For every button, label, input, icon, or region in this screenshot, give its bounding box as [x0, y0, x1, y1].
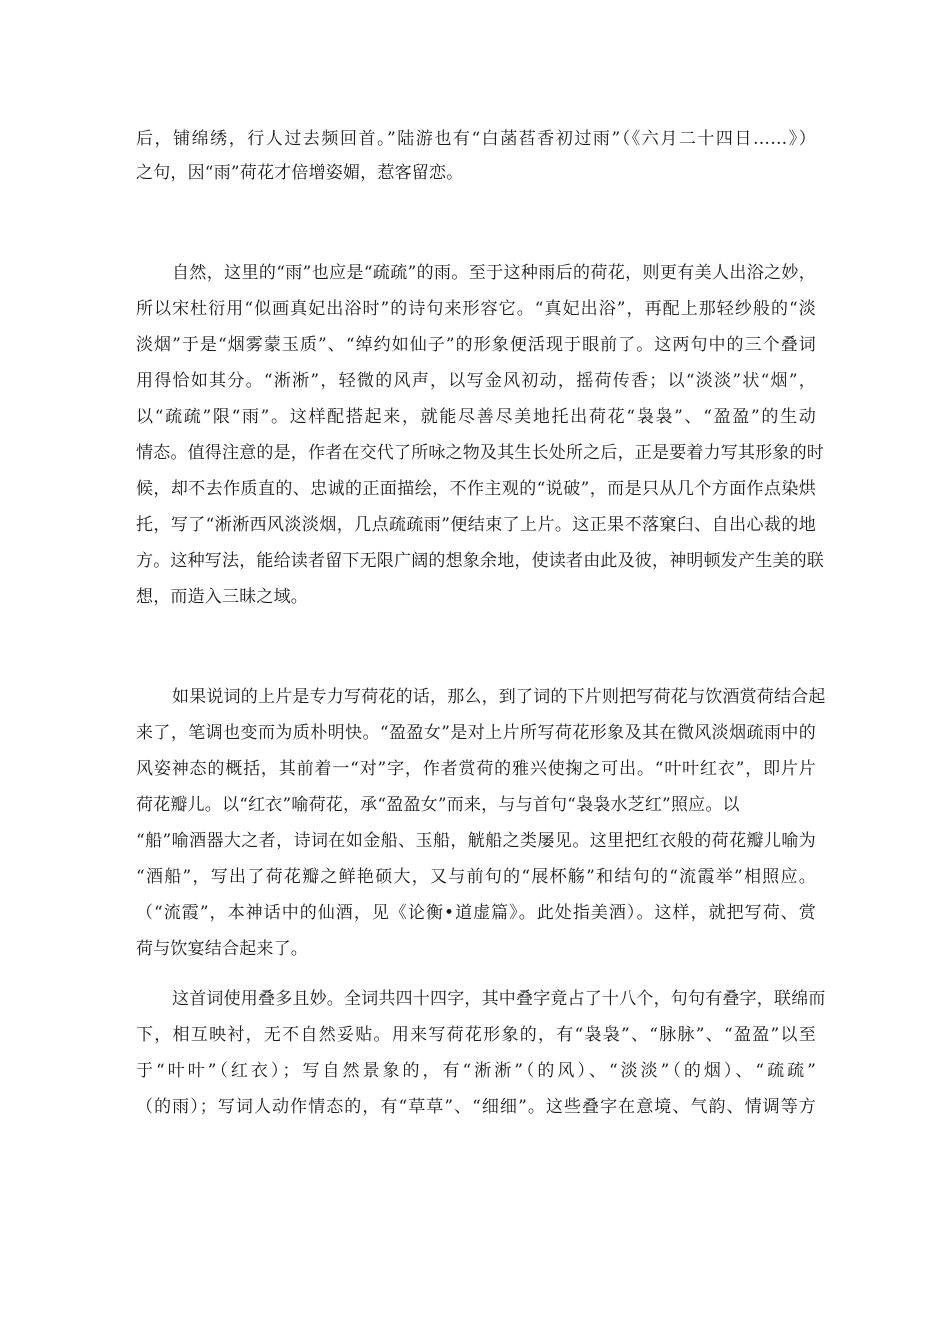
- paragraph-2-line-2: 所以宋杜衍用“似画真妃出浴时”的诗句来形容它。“真妃出浴”，再配上那轻纱般的“淡: [136, 299, 816, 319]
- paragraph-1-line-2: 之句，因“雨”荷花才倍增姿媚，惹客留恋。: [136, 163, 464, 183]
- paragraph-3-line-7: （“流霞”，本神话中的仙酒，见《论衡•道虚篇》。此处指美酒）。这样，就把写荷、赏: [136, 903, 816, 923]
- paragraph-2-line-1: 自然，这里的“雨”也应是“疏疏”的雨。至于这种雨后的荷花，则更有美人出浴之妙，: [172, 263, 816, 283]
- paragraph-2-line-7: 候，却不去作质直的、忠诚的正面描绘，不作主观的“说破”，而是只从几个方面作点染烘: [136, 479, 816, 499]
- paragraph-3-line-3: 风姿神态的概括，其前着一“对”字，作者赏荷的雅兴使掬之可出。“叶叶红衣”，即片片: [136, 759, 816, 779]
- paragraph-2-line-5: 以“疏疏”限“雨”。这样配搭起来，就能尽善尽美地托出荷花“袅袅”、“盈盈”的生动: [136, 407, 816, 427]
- paragraph-2-line-4: 用得恰如其分。“淅淅”，轻微的风声，以写金风初动，摇荷传香；以“淡淡”状“烟”，: [136, 371, 816, 391]
- paragraph-4-line-4: （的雨）；写词人动作情态的，有“草草”、“细细”。这些叠字在意境、气韵、情调等方: [136, 1097, 816, 1117]
- paragraph-3-line-1: 如果说词的上片是专力写荷花的话，那么，到了词的下片则把写荷花与饮酒赏荷结合起: [172, 687, 826, 707]
- paragraph-4-line-2: 下，相互映衬，无不自然妥贴。用来写荷花形象的，有“袅袅”、“脉脉”、“盈盈”以至: [136, 1025, 816, 1045]
- paragraph-4-line-1: 这首词使用叠多且妙。全词共四十四字，其中叠字竟占了十八个，句句有叠字，联绵而: [172, 989, 826, 1009]
- paragraph-2-line-10: 想，而造入三昧之域。: [136, 587, 308, 607]
- paragraph-2-line-6: 情态。值得注意的是，作者在交代了所咏之物及其生长处所之后，正是要着力写其形象的时: [136, 443, 824, 463]
- paragraph-3-line-4: 荷花瓣儿。以“红衣”喻荷花，承“盈盈女”而来，与与首句“袅袅水芝红”照应。以: [136, 795, 740, 815]
- paragraph-3-line-5: “船”喻酒器大之者，诗词在如金船、玉船，觥船之类屡见。这里把红衣般的荷花瓣儿喻为: [136, 831, 816, 851]
- paragraph-4-line-3: 于“叶叶”（红衣）；写自然景象的，有“淅淅”（的风）、“淡淡”（的烟）、“疏疏”: [136, 1061, 816, 1081]
- paragraph-3-line-6: “酒船”，写出了荷花瓣之鲜艳硕大，又与前句的“展杯觞”和结句的“流霞举”相照应。: [136, 867, 816, 887]
- paragraph-3-line-8: 荷与饮宴结合起来了。: [136, 939, 308, 959]
- paragraph-1-line-1: 后，铺绵绣，行人过去频回首。”陆游也有“白菡萏香初过雨”（《六月二十四日……》）: [136, 129, 816, 149]
- paragraph-2-line-3: 淡烟”于是“烟雾蒙玉质”、“绰约如仙子”的形象便活现于眼前了。这两句中的三个叠词: [136, 335, 816, 355]
- paragraph-2-line-9: 方。这种写法，能给读者留下无限广阔的想象余地，使读者由此及彼，神明顿发产生美的联: [136, 551, 824, 571]
- paragraph-3-line-2: 来了，笔调也变而为质朴明快。“盈盈女”是对上片所写荷花形象及其在微风淡烟疏雨中的: [136, 723, 816, 743]
- paragraph-2-line-8: 托，写了“淅淅西风淡淡烟，几点疏疏雨”便结束了上片。这正果不落窠臼、自出心裁的地: [136, 515, 816, 535]
